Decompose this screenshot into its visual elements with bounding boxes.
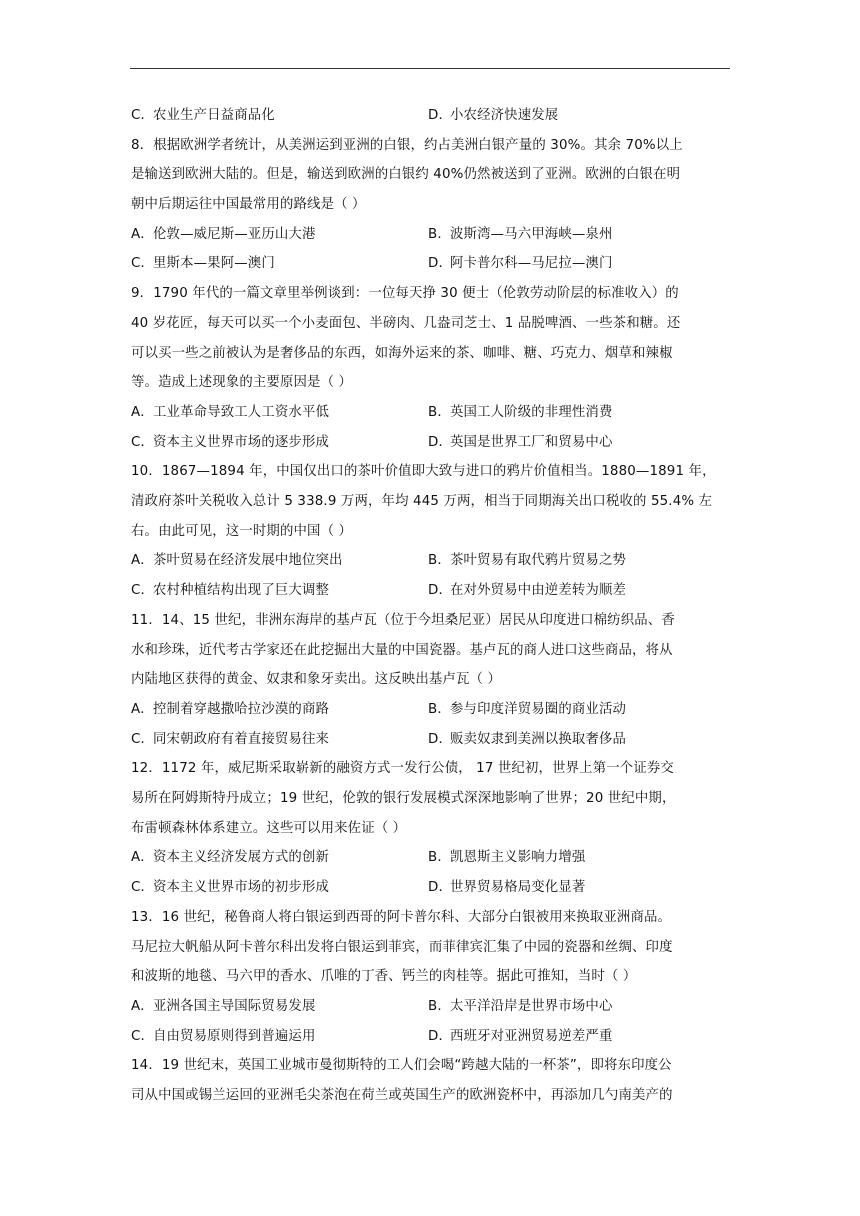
option-text: 茶叶贸易在经济发展中地位突出: [153, 553, 343, 569]
answer-option: [131, 428, 428, 458]
question-line: 马尼拉大帆船从阿卡普尔科出发将白银运到菲宾，而菲律宾汇集了中园的瓷器和丝绸、印度: [131, 939, 673, 955]
answer-options-row: [131, 428, 731, 458]
answer-options-row: [131, 1022, 731, 1052]
option-key: D．: [428, 434, 453, 450]
question-text: [131, 754, 731, 843]
option-key: A．: [131, 850, 154, 866]
option-key: C．: [131, 1028, 155, 1044]
option-text: 控制着穿越撒哈拉沙漠的商路: [153, 701, 330, 717]
answer-option: [428, 249, 613, 279]
option-key: B．: [428, 404, 451, 420]
answer-options-row: [131, 220, 731, 250]
answer-options-row: [131, 992, 731, 1022]
option-text: 贩卖奴隶到美洲以换取奢侈品: [450, 731, 627, 747]
option-text: 资本主义经济发展方式的创新: [153, 850, 330, 866]
option-key: B．: [428, 226, 451, 242]
option-key: B．: [428, 850, 451, 866]
option-key: A．: [131, 226, 154, 242]
option-text: 资本主义世界市场的初步形成: [153, 880, 330, 896]
answer-option: [428, 725, 626, 755]
option-text: 里斯本—果阿—澳门: [153, 256, 275, 272]
question-line: 和波斯的地毯、马六甲的香水、爪唯的丁香、钙兰的肉桂等。据此可推知，当时（ ）: [131, 969, 637, 985]
option-key: C．: [131, 108, 155, 123]
answer-option: [428, 695, 626, 725]
answer-option: [428, 576, 626, 606]
answer-options-row: [131, 546, 731, 576]
question-text: [131, 903, 731, 992]
option-key: C．: [131, 880, 155, 896]
question-line: 9．1790 年代的一篇文章里举例谈到：一位每天挣 30 便士（伦敦劳动阶层的标准收入）的: [131, 286, 679, 302]
answer-options-row: [131, 398, 731, 428]
answer-options-row: [131, 843, 731, 873]
option-text: 凯恩斯主义影响力增强: [450, 850, 586, 866]
option-key: A．: [131, 998, 154, 1014]
answer-option: [428, 398, 613, 428]
document-body: [131, 101, 731, 1111]
answer-option: [131, 725, 428, 755]
option-text: 伦敦—威尼斯—亚历山大港: [153, 226, 316, 242]
question-line: 14．19 世纪末，英国工业城市曼彻斯特的工人们会喝“跨越大陆的一杯茶”，即将东印度公: [131, 1058, 672, 1074]
option-text: 世界贸易格局变化显著: [450, 880, 586, 896]
question-line: 布雷顿森林体系建立。这些可以用来佐证（ ）: [131, 820, 407, 836]
answer-option: [428, 843, 585, 873]
option-key: C．: [131, 434, 155, 450]
question-text: [131, 457, 731, 546]
answer-option: [131, 576, 428, 606]
answer-option: [428, 546, 626, 576]
answer-option: [131, 992, 428, 1022]
header-rule: [130, 68, 730, 69]
option-text: 参与印度洋贸易圈的商业活动: [450, 701, 627, 717]
option-text: 同宋朝政府有着直接贸易往来: [153, 731, 330, 747]
answer-option: [131, 546, 428, 576]
option-key: B．: [428, 553, 451, 569]
option-text: 小农经济快速发展: [450, 108, 559, 123]
option-text: 英国工人阶级的非理性消费: [450, 404, 613, 420]
question-line: 是输送到欧洲大陆的。但是，输送到欧洲的白银约 40%仍然被送到了亚洲。欧洲的白银在明: [131, 167, 681, 183]
answer-option: [428, 1022, 613, 1052]
option-key: B．: [428, 998, 451, 1014]
answer-options-row: [131, 576, 731, 606]
question-line: 水和珍珠，近代考古学家还在此挖掘出大量的中国瓷器。基卢瓦的商人进口这些商品，将从: [131, 642, 673, 658]
question-line: 易所在阿姆斯特丹成立；19 世纪，伦敦的银行发展模式深深地影响了世界；20 世纪中期，: [131, 791, 676, 807]
answer-option: [131, 873, 428, 903]
question-line: 清政府茶叶关税收入总计 5 338.9 万两，年均 445 万两，相当于同期海关出口税收的 55.4% 左: [131, 494, 713, 510]
option-key: B．: [428, 701, 451, 717]
option-key: D．: [428, 731, 453, 747]
answer-options-row: [131, 695, 731, 725]
question-line: 内陆地区获得的黄金、奴隶和象牙卖出。这反映出基卢瓦（ ）: [131, 672, 502, 688]
question-text: [131, 606, 731, 695]
option-text: 英国是世界工厂和贸易中心: [450, 434, 613, 450]
answer-option: [131, 695, 428, 725]
answer-option: [131, 1022, 428, 1052]
option-text: 资本主义世界市场的逐步形成: [153, 434, 330, 450]
question-line: 40 岁花匠，每天可以买一个小麦面包、半磅肉、几盎司芝士、1 品脱啤酒、一些茶和糖。还: [131, 315, 681, 331]
answer-option: [131, 220, 428, 250]
option-key: D．: [428, 880, 453, 896]
question-line: 13．16 世纪，秘鲁商人将白银运到西哥的阿卡普尔科、大部分白银被用来换取亚洲商品。: [131, 909, 672, 925]
option-text: 在对外贸易中由逆差转为顺差: [450, 583, 627, 599]
option-text: 阿卡普尔科—马尼拉—澳门: [450, 256, 613, 272]
answer-options-row: [131, 725, 731, 755]
option-key: A．: [131, 701, 154, 717]
option-text: 茶叶贸易有取代鸦片贸易之势: [450, 553, 627, 569]
option-key: D．: [428, 256, 453, 272]
answer-options-row: [131, 249, 731, 279]
answer-option: [131, 398, 428, 428]
question-text: [131, 279, 731, 398]
answer-option: [428, 428, 613, 458]
question-line: 右。由此可见，这一时期的中国（ ）: [131, 523, 353, 539]
option-text: 农村种植结构出现了巨大调整: [153, 583, 330, 599]
option-key: A．: [131, 553, 154, 569]
answer-option: [428, 992, 613, 1022]
answer-option: [131, 843, 428, 873]
answer-options-row: [131, 101, 731, 131]
question-line: 11．14、15 世纪，非洲东海岸的基卢瓦（位于今坦桑尼亚）居民从印度进口棉纺织品、香: [131, 612, 675, 628]
option-text: 波斯湾—马六甲海峡—泉州: [450, 226, 613, 242]
question-line: 10．1867—1894 年，中国仅出口的茶叶价值即大致与进口的鸦片价值相当。1880—1891 年，: [131, 464, 716, 480]
answer-option: [428, 220, 613, 250]
question-line: 等。造成上述现象的主要原因是（ ）: [131, 375, 353, 391]
option-text: 农业生产日益商品化: [153, 108, 275, 123]
answer-option: [131, 249, 428, 279]
option-text: 自由贸易原则得到普遍运用: [153, 1028, 316, 1044]
question-line: 可以买一些之前被认为是奢侈品的东西，如海外运来的茶、咖啡、糖、巧克力、烟草和辣椒: [131, 345, 673, 361]
question-line: 朝中后期运往中国最常用的路线是（ ）: [131, 197, 366, 213]
option-text: 亚洲各国主导国际贸易发展: [153, 998, 316, 1014]
option-key: D．: [428, 108, 453, 123]
option-text: 太平洋沿岸是世界市场中心: [450, 998, 613, 1014]
question-line: 司从中国或锡兰运回的亚洲毛尖茶泡在荷兰或英国生产的欧洲瓷杯中，再添加几勺南美产的: [131, 1088, 673, 1103]
answer-option: [428, 101, 558, 131]
option-key: C．: [131, 731, 155, 747]
option-text: 西班牙对亚洲贸易逆差严重: [450, 1028, 613, 1044]
option-key: C．: [131, 583, 155, 599]
option-key: D．: [428, 1028, 453, 1044]
answer-option: [428, 873, 585, 903]
answer-options-row: [131, 873, 731, 903]
option-key: D．: [428, 583, 453, 599]
question-line: 12．1172 年，威尼斯采取崭新的融资方式一发行公债， 17 世纪初，世界上第一个证券交: [131, 761, 674, 777]
question-line: 8．根据欧洲学者统计，从美洲运到亚洲的白银，约占美洲白银产量的 30%。其余 70%以上: [131, 137, 683, 153]
option-text: 工业革命导致工人工资水平低: [153, 404, 330, 420]
question-text: [131, 1051, 731, 1110]
question-text: [131, 131, 731, 220]
answer-option: [131, 101, 428, 131]
option-key: C．: [131, 256, 155, 272]
option-key: A．: [131, 404, 154, 420]
